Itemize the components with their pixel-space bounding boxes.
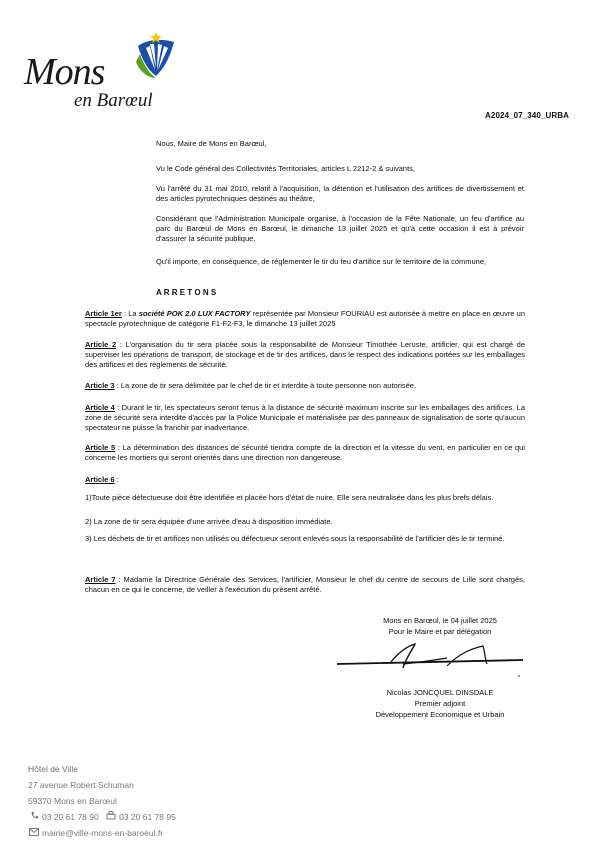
preamble-considering: Considérant que l'Administration Municipale organise, à l'occasion de la Fête Nationale, un feu d'artifice au parc du Barœul de Mons en Barœul, le dimanche 13 juillet 2025 et qu'à cette occasion il est à prévoir d'assurer la sécurité publique, bbox=[156, 214, 524, 243]
article-2: Article 2 : L'organisation du tir sera placée sous la responsabilité de Monsieur Timothée Leruste, artificier, qui est chargé de superviser les opérations de transport, de stockage et de tir des artifices, dans le respect des indications portées sur les emballages des artifices et des règlements de sécurité. bbox=[85, 340, 525, 369]
article-6: Article 6 : bbox=[85, 475, 119, 484]
article-4: Article 4 : Durant le tir, les spectateurs seront tenus à la distance de sécurité maximum inscrite sur les emballages des artifices. La zone de sécurité sera interdite d'accès par la Police Municipale et matérialisée par des panneaux de signalisation de sorte qu'aucun spectateur ne puisse la franchir par inadvertance. bbox=[85, 403, 525, 432]
mail-icon bbox=[28, 825, 40, 841]
decree-title: A R R E T O N S bbox=[156, 288, 217, 297]
article-5-heading: Article 5 bbox=[85, 443, 116, 452]
signatory-name: Nicolas JONCQUEL DINSDALE bbox=[386, 688, 494, 697]
article-1: Article 1er : La société POK 2.0 LUX FACTORY représentée par Monsieur FOURIAU est autorisée à mettre en place en œuvre un spectacle pyrotechnique de catégorie F1-F2-F3, le dimanche 13 juillet 2025 bbox=[85, 309, 526, 328]
signature-place-date: Mons en Barœul, le 04 juillet 2025 bbox=[383, 616, 497, 625]
document-reference: A2024_07_340_URBA bbox=[485, 111, 569, 120]
article-4-heading: Article 4 bbox=[85, 403, 115, 412]
preamble-regulate: Qu'il importe, en conséquence, de réglementer le tir du feu d'artifice sur le territoire de la commune, bbox=[156, 257, 487, 266]
article-3-heading: Article 3 bbox=[85, 381, 115, 390]
footer-phones bbox=[28, 809, 328, 825]
preamble-code: Vu le Code général des Collectivités Territoriales, articles L 2212-2 & suivants, bbox=[156, 164, 416, 173]
article-6-item-1: 1)Toute pièce défectueuse doit être identifiée et placée hors d'état de nuire. Elle sera neutralisée dans les plus brefs délais. bbox=[85, 493, 494, 502]
company-name: société POK 2.0 LUX FACTORY bbox=[138, 309, 251, 318]
phone-icon bbox=[28, 809, 40, 825]
footer bbox=[28, 761, 328, 841]
footer-email-row bbox=[28, 825, 328, 841]
footer-title: Hôtel de Ville bbox=[28, 764, 78, 774]
signatory-role: Premier adjoint bbox=[414, 699, 466, 708]
phone-number[interactable]: 03 20 61 78 90 bbox=[42, 812, 99, 822]
signatory-department: Développement Economique et Urbain bbox=[375, 710, 505, 719]
logo bbox=[22, 30, 172, 115]
preamble-decree: Vu l'arrêté du 31 mai 2010, relatif à l'acquisition, la détention et l'utilisation des artifices de divertissement et des articles pyrotechniques destinés au théâtre, bbox=[156, 184, 524, 203]
logo-word-mons: Mons bbox=[24, 51, 105, 93]
footer-address-city: 59370 Mons en Barœul bbox=[28, 796, 117, 806]
article-6-item-3: 3) Les déchets de tir et artifices non utilisés ou défectueux seront enlevés sous la responsabilité de l'artificier dès le tir terminé. bbox=[85, 534, 505, 543]
signature-mark bbox=[335, 640, 530, 680]
signature-delegation: Pour le Maire et par délégation bbox=[388, 627, 492, 636]
article-5: Article 5 : La détermination des distances de sécurité tiendra compte de la direction et la vitesse du vent, en particulier en ce qui concerne les mortiers qui seront orientés dans une direction non dangereuse. bbox=[85, 443, 525, 462]
fax-number[interactable]: 03 20 61 78 95 bbox=[119, 812, 176, 822]
article-2-heading: Article 2 bbox=[85, 340, 117, 349]
email-link[interactable]: mairie@ville-mons-en-baroeul.fr bbox=[42, 828, 164, 838]
fax-icon bbox=[105, 809, 117, 825]
article-3: Article 3 : La zone de tir sera délimitée par le chef de tir et interdite à toute personne non autorisée. bbox=[85, 381, 417, 390]
preamble-intro: Nous, Maire de Mons en Barœul, bbox=[156, 139, 267, 148]
footer-address-street: 27 avenue Robert Schuman bbox=[28, 780, 134, 790]
logo-word-baroeul: en Barœul bbox=[74, 90, 153, 111]
article-7-heading: Article 7 bbox=[85, 575, 116, 584]
logo-emblem bbox=[126, 32, 182, 82]
article-6-item-2: 2) La zone de tir sera équipée d'une arrivée d'eau à disposition immédiate. bbox=[85, 517, 333, 526]
article-6-heading: Article 6 bbox=[85, 475, 115, 484]
article-1-heading: Article 1er bbox=[85, 309, 122, 318]
article-7: Article 7 : Madame la Directrice Générale des Services, l'artificier, Monsieur le chef du centre de secours de Lille sont chargés, chacun en ce qui le concerne, de veiller à l'exécution du présent arrêté. bbox=[85, 575, 525, 594]
